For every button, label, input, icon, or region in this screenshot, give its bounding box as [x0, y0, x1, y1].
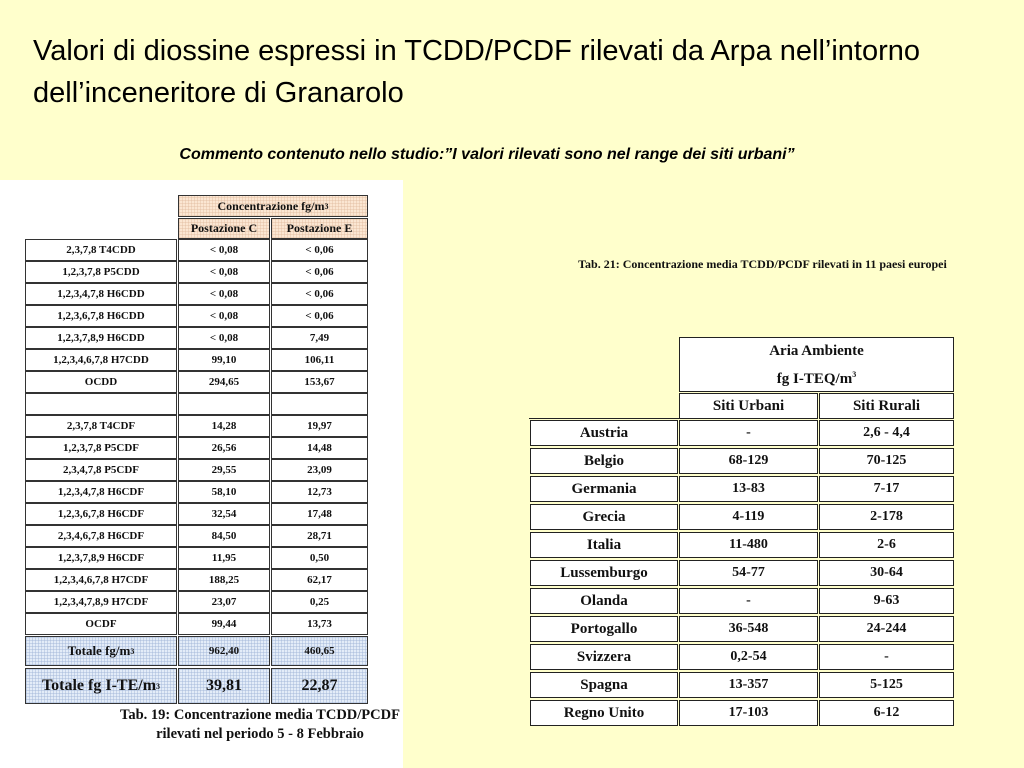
table19-total-e-text: 460,65 [304, 645, 335, 657]
table21-country-text: Germania [571, 480, 637, 497]
table21-urban-value-text: 13-83 [732, 481, 765, 496]
table19-compound [25, 613, 177, 635]
table19-value-c [178, 547, 270, 569]
table21-urban-value-text: 17-103 [728, 705, 769, 720]
table19-compound [25, 327, 177, 349]
table21-country-text: Austria [579, 424, 629, 441]
table21-urban-value [679, 644, 818, 670]
table21-rural-value-text: 2-6 [877, 537, 896, 552]
table19-compound-text: 1,2,3,7,8,9 H6CDD [57, 332, 145, 344]
table19-value-e [271, 283, 368, 305]
table21-urban-value [679, 616, 818, 642]
table19-compound [25, 415, 177, 437]
table21-urban-value-text: 11-480 [729, 537, 768, 552]
table19-value-c [178, 239, 270, 261]
table21-rural-value [819, 448, 954, 474]
table19-value-c-text: < 0,08 [209, 288, 239, 300]
table21-country [530, 504, 678, 530]
table21-urban-value-text: 4-119 [732, 509, 765, 524]
table19-value-e-text: 0,50 [309, 552, 330, 564]
table21-country-text: Spagna [580, 676, 628, 693]
table19-compound-text: 1,2,3,4,6,7,8 H7CDF [53, 574, 149, 586]
table19-value-c [178, 503, 270, 525]
table19-value-e-text: 62,17 [307, 574, 332, 586]
table21-country-text: Lussemburgo [560, 564, 648, 581]
superscript: 3 [852, 369, 857, 379]
table19-header-text: Concentrazione fg/m [217, 198, 325, 213]
table19-value-c-text: < 0,08 [209, 244, 239, 256]
table21-country-text: Italia [586, 536, 622, 553]
table19-compound [25, 481, 177, 503]
table19-value-c [178, 305, 270, 327]
table19-value-e [271, 437, 368, 459]
table19-value-e-text: 12,73 [307, 486, 332, 498]
table19-compound [25, 459, 177, 481]
table19-total-ite-label-text: Totale fg I-TE/m [41, 677, 157, 694]
table19-compound [25, 569, 177, 591]
table19-compound [25, 547, 177, 569]
table19-caption: Tab. 19: Concentrazione media TCDD/PCDF rilevati nel periodo 5 - 8 Febbraio [120, 707, 400, 742]
table19-value-c [178, 459, 270, 481]
table21-country-text: Svizzera [576, 648, 632, 665]
table19-value-e [271, 503, 368, 525]
table19-compound [25, 349, 177, 371]
table19-value-c-text: < 0,08 [209, 310, 239, 322]
table21-country [530, 532, 678, 558]
table19-compound-text: 1,2,3,4,7,8,9 H7CDF [53, 596, 149, 608]
table19-value-c-text: 58,10 [211, 486, 237, 498]
table19-value-e [271, 305, 368, 327]
table19-value-e [271, 393, 368, 415]
table21-col-siti-urbani [679, 393, 818, 419]
table19-value-c-text: 29,55 [211, 464, 237, 476]
table21-urban-value [679, 448, 818, 474]
table19-compound [25, 393, 177, 415]
table21-col-siti-rurali [819, 393, 954, 419]
table21-rural-value-text: 5-125 [870, 677, 903, 692]
table21-country [530, 420, 678, 446]
table19-value-c [178, 393, 270, 415]
table19-value-e-text: 14,48 [307, 442, 332, 454]
table21-country [530, 672, 678, 698]
table19-value-c-text: 32,54 [211, 508, 237, 520]
table21-rural-value-text: 6-12 [873, 705, 900, 720]
table19-total-c-text: 962,40 [208, 645, 240, 657]
table19-value-e [271, 525, 368, 547]
table19-compound-text: 2,3,4,7,8 P5CDF [62, 464, 140, 476]
table21-rural-value [819, 560, 954, 586]
table19-compound-text: 1,2,3,7,8 P5CDF [62, 442, 140, 454]
table19-value-e-text: 106,11 [304, 354, 335, 366]
table19-value-c [178, 591, 270, 613]
table21-rural-value-text: - [884, 649, 889, 664]
table19-compound-text: 2,3,7,8 T4CDF [66, 420, 136, 432]
table19-value-c-text: 14,28 [211, 420, 237, 432]
table21-col-siti-urbani-text: Siti Urbani [712, 397, 785, 414]
table19-compound-text: OCDF [85, 618, 117, 630]
table21-rural-value [819, 644, 954, 670]
table19-value-e-text: 0,25 [309, 596, 330, 608]
table21-urban-value-text: 54-77 [732, 565, 765, 580]
table19-value-c [178, 371, 270, 393]
table19-value-c [178, 613, 270, 635]
table21-caption: Tab. 21: Concentrazione media TCDD/PCDF rilevati in 11 paesi europei [578, 257, 947, 271]
table19-compound-text: 1,2,3,6,7,8 H6CDF [57, 508, 145, 520]
table21-rule [529, 418, 679, 419]
table19-compound-text: 1,2,3,7,8,9 H6CDF [57, 552, 145, 564]
table21-urban-value [679, 420, 818, 446]
table19-compound-text: OCDD [84, 376, 118, 388]
table21-rural-value-text: 30-64 [870, 565, 903, 580]
table19-value-e-text: 19,97 [307, 420, 332, 432]
table19-value-c-text: 188,25 [208, 574, 240, 586]
table19-value-e [271, 239, 368, 261]
table21-rural-value [819, 700, 954, 726]
table21-country [530, 644, 678, 670]
table21-urban-value-text: - [746, 425, 751, 440]
table19-total-label [25, 636, 177, 666]
table19-value-e-text: 23,09 [307, 464, 332, 476]
superscript: 3 [130, 646, 135, 656]
table19-value-e [271, 613, 368, 635]
superscript: 3 [324, 201, 329, 211]
table19-col-postazione-c [178, 218, 270, 239]
table21-col-siti-rurali-text: Siti Rurali [852, 397, 921, 414]
table19-value-e [271, 547, 368, 569]
table19-compound [25, 261, 177, 283]
table19-value-c-text: 99,10 [211, 354, 237, 366]
table21-header-unit: fg I-TEQ/m [776, 370, 853, 387]
table19-value-e [271, 415, 368, 437]
table21-rural-value [819, 420, 954, 446]
table19-value-e [271, 349, 368, 371]
table21-urban-value [679, 560, 818, 586]
table21-rural-value [819, 532, 954, 558]
table19-compound [25, 437, 177, 459]
table21-urban-value [679, 700, 818, 726]
table21-rural-value-text: 2-178 [870, 509, 903, 524]
table19-total-ite-c [178, 668, 270, 704]
table19-compound-text: 2,3,4,6,7,8 H6CDF [57, 530, 145, 542]
table21-rural-value-text: 9-63 [873, 593, 900, 608]
slide-title: Valori di diossine espressi in TCDD/PCDF rilevati da Arpa nell’intorno dell’inceneritore di Granarolo [33, 35, 921, 109]
table19-value-c [178, 327, 270, 349]
table21-rural-value-text: 70-125 [866, 453, 907, 468]
table21-rural-value [819, 476, 954, 502]
table21-rural-value [819, 504, 954, 530]
table19-value-c [178, 349, 270, 371]
table19-value-e [271, 261, 368, 283]
table21-rural-value [819, 588, 954, 614]
table19-compound [25, 371, 177, 393]
table21-country-text: Portogallo [570, 620, 638, 637]
table21-country [530, 476, 678, 502]
table19-value-c [178, 261, 270, 283]
table21-country-text: Grecia [582, 508, 626, 525]
table19-value-c-text: 11,95 [211, 552, 237, 564]
table19-value-c [178, 415, 270, 437]
table19-value-c [178, 569, 270, 591]
table21-rural-value-text: 7-17 [873, 481, 900, 496]
table19-value-e-text: < 0,06 [305, 266, 334, 278]
table19-col-postazione-e [271, 218, 368, 239]
table21-country-text: Regno Unito [563, 704, 645, 721]
table19-compound-text: 1,2,3,6,7,8 H6CDD [57, 310, 145, 322]
table21-country [530, 616, 678, 642]
table21-urban-value [679, 476, 818, 502]
table19-compound-text: 1,2,3,7,8 P5CDD [62, 266, 140, 278]
table19-value-e-text: 28,71 [307, 530, 332, 542]
table19-value-e-text: < 0,06 [305, 288, 334, 300]
table21-urban-value [679, 588, 818, 614]
table19-compound-text: 1,2,3,4,6,7,8 H7CDD [53, 354, 149, 366]
table21-rural-value-text: 24-244 [866, 621, 907, 636]
table19-compound-text: 1,2,3,4,7,8 H6CDF [57, 486, 145, 498]
table19-value-e [271, 327, 368, 349]
table19-compound [25, 305, 177, 327]
table19-value-c [178, 481, 270, 503]
table19-value-e [271, 569, 368, 591]
table19-value-e-text: 153,67 [304, 376, 335, 388]
table19-value-c-text: < 0,08 [209, 332, 239, 344]
table19-value-e-text: < 0,06 [305, 310, 334, 322]
table21-rural-value [819, 616, 954, 642]
table19-value-c [178, 283, 270, 305]
table19-value-e-text: 7,49 [309, 332, 330, 344]
table19-value-e [271, 371, 368, 393]
superscript: 3 [156, 681, 161, 691]
table19-total-e [271, 636, 368, 666]
table21-country [530, 588, 678, 614]
table21-rural-value-text: 2,6 - 4,4 [863, 425, 910, 440]
table19-total-ite-e-text: 22,87 [301, 677, 338, 694]
table19-total-ite-e [271, 668, 368, 704]
table19-compound [25, 591, 177, 613]
table19-compound [25, 283, 177, 305]
table21-header-line1: Aria Ambiente [769, 342, 864, 359]
table21-urban-value [679, 672, 818, 698]
table19-total-label-text: Totale fg/m [67, 643, 131, 658]
study-comment: Commento contenuto nello studio:”I valori rilevati sono nel range dei siti urbani” [179, 146, 795, 163]
table21-urban-value-text: 36-548 [728, 621, 769, 636]
table19-value-c-text: 23,07 [211, 596, 237, 608]
table19-value-c-text: 99,44 [211, 618, 237, 630]
table19-header [178, 195, 368, 217]
table21-urban-value-text: - [746, 593, 751, 608]
table21-urban-value-text: 68-129 [728, 453, 769, 468]
table19-total-ite-c-text: 39,81 [206, 677, 242, 694]
table19-compound-text: 2,3,7,8 T4CDD [66, 244, 136, 256]
table19-value-c [178, 525, 270, 547]
table21-urban-value [679, 504, 818, 530]
table21-rural-value [819, 672, 954, 698]
table21-urban-value [679, 532, 818, 558]
table19-value-c-text: < 0,08 [209, 266, 239, 278]
table19-compound-text: 1,2,3,4,7,8 H6CDD [57, 288, 145, 300]
table21-urban-value-text: 0,2-54 [730, 649, 767, 664]
table19-col-postazione-e-text: Postazione E [286, 221, 353, 235]
table21-header-line2 [777, 363, 856, 391]
table19-total-ite-label [25, 668, 177, 704]
table21-urban-value-text: 13-357 [728, 677, 769, 692]
table19-value-e [271, 591, 368, 613]
table19-value-e-text: 13,73 [307, 618, 332, 630]
table19-value-e-text: 17,48 [307, 508, 332, 520]
table19-value-c-text: 294,65 [208, 376, 240, 388]
table19-compound [25, 503, 177, 525]
table21-country-text: Belgio [584, 452, 624, 469]
table19-compound [25, 525, 177, 547]
table21-country [530, 560, 678, 586]
table21-country-text: Olanda [580, 592, 628, 609]
table19-value-c-text: 26,56 [211, 442, 237, 454]
table19-compound [25, 239, 177, 261]
table19-value-e [271, 459, 368, 481]
table21-country [530, 700, 678, 726]
table19-value-c [178, 437, 270, 459]
table19-value-e [271, 481, 368, 503]
table21-header [679, 337, 954, 392]
table19-total-c [178, 636, 270, 666]
table19-value-c-text: 84,50 [211, 530, 237, 542]
table19-col-postazione-c-text: Postazione C [190, 221, 258, 235]
table21-country [530, 448, 678, 474]
table19-value-e-text: < 0,06 [305, 244, 334, 256]
